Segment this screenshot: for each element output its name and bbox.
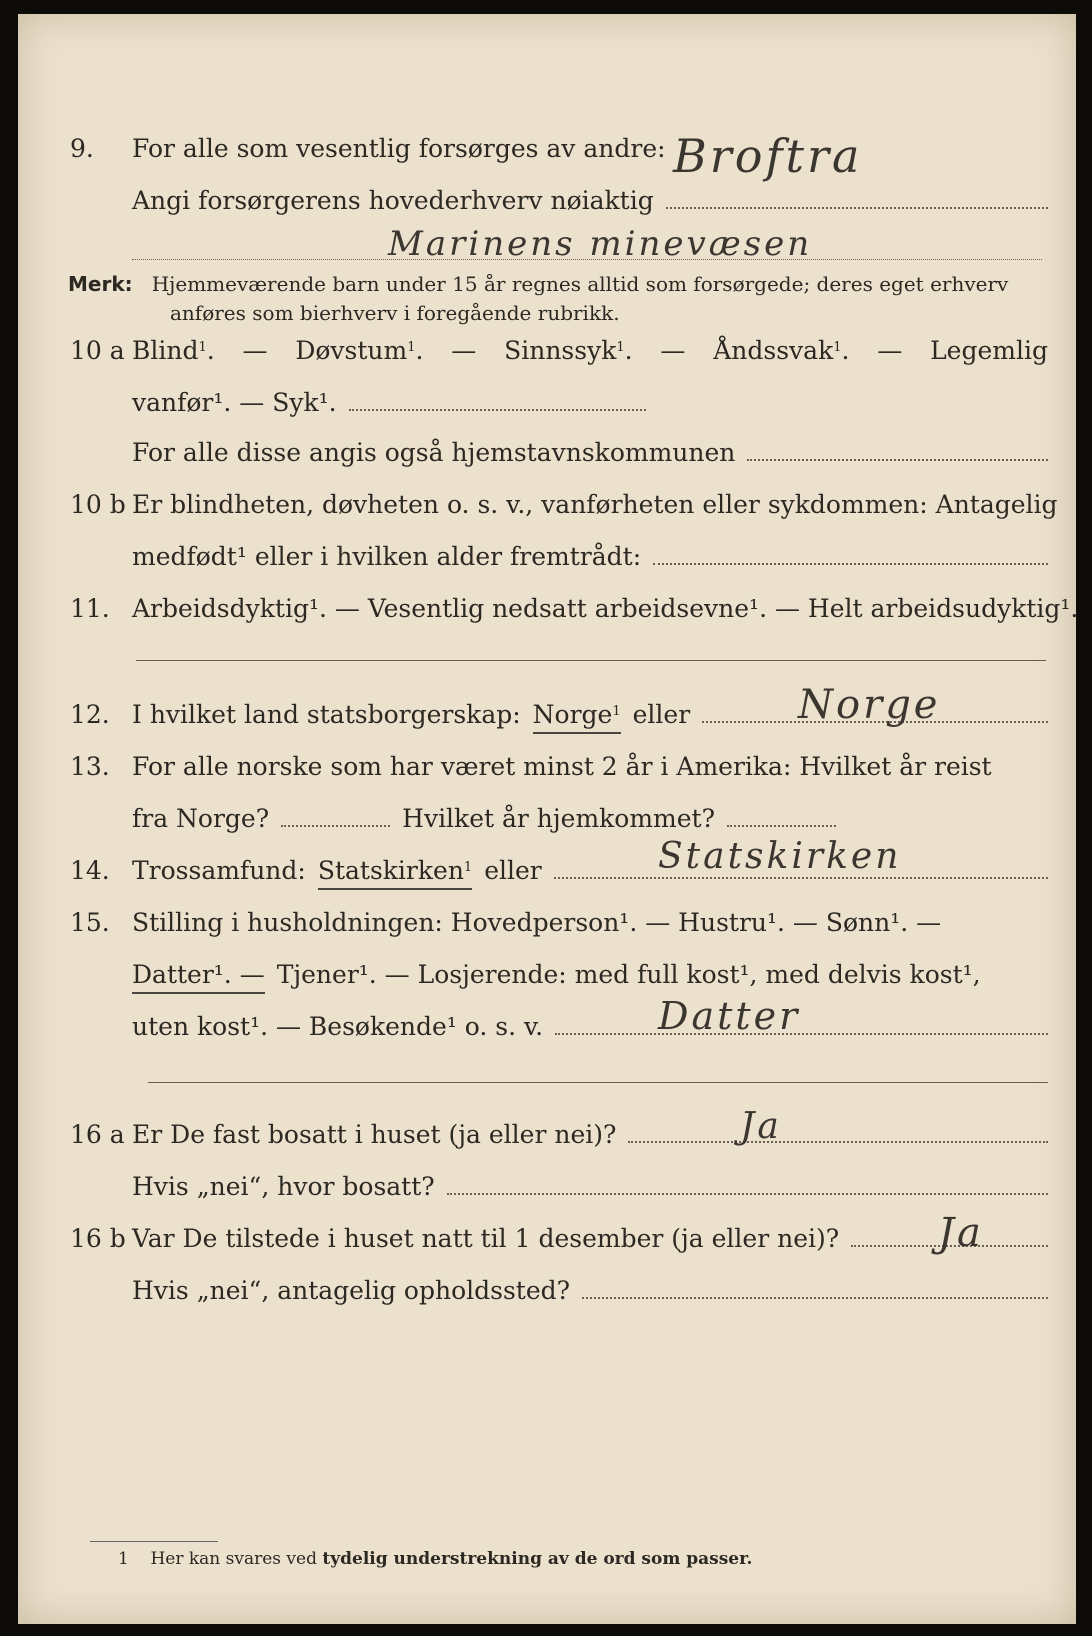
question-text: Stilling i husholdningen: Hovedperson¹. — Hustru¹. — Sønn¹. — [132, 908, 942, 937]
question-text: Var De tilstede i huset natt til 1 desember (ja eller nei)? [132, 1224, 840, 1253]
answer-dotted-line [653, 545, 1048, 565]
row-q10a-home [18, 436, 1076, 470]
row-q16a [18, 1118, 1076, 1152]
handwritten-answer-q14: Statskirken [658, 836, 902, 877]
row-q11 [18, 592, 1079, 626]
census-form-page [18, 14, 1079, 1624]
answer-dotted-line [727, 807, 836, 827]
question-number: 12. [70, 700, 110, 729]
question-text: medfødt¹ eller i hvilken alder fremtrådt: [132, 542, 642, 571]
handwritten-answer-q9-top: Broftra [673, 129, 863, 183]
question-text: Hvilket år hjemkommet? [402, 804, 716, 833]
answer-dotted-line [555, 1015, 1048, 1035]
note-line-2: anføres som bierhverv i foregående rubrikk. [170, 301, 620, 325]
row-q14 [18, 854, 1076, 888]
answer-dotted-line [747, 441, 1048, 461]
question-text: For alle norske som har været minst 2 år i Amerika: Hvilket år reist [132, 752, 992, 781]
option-andssvak: Åndssvak$^1$. [713, 336, 850, 365]
footnote [118, 1549, 752, 1569]
question-text: vanfør¹. — Syk¹. [132, 388, 337, 417]
question-text: Arbeidsdyktig¹. — Vesentlig nedsatt arbeidsevne¹. — Helt arbeidsudyktig¹. [132, 594, 1079, 623]
answer-dotted-line [628, 1123, 1048, 1143]
question-text: Er blindheten, døvheten o. s. v., vanførheten eller sykdommen: Antagelig [132, 490, 1058, 519]
row-q10b-cont [18, 540, 1076, 574]
question-number: 13. [70, 752, 110, 781]
row-q10b [18, 488, 1076, 522]
question-number: 16 b [70, 1224, 126, 1253]
answer-dotted-line [582, 1279, 1048, 1299]
question-text: I hvilket land statsborgerskap: [132, 700, 521, 729]
answer-dotted-line [349, 391, 646, 411]
option-dovstum: Døvstum$^1$. [295, 336, 424, 365]
underlined-option-statskirken: Statskirken$^1$ [318, 854, 472, 890]
row-q9 [18, 132, 1076, 166]
note-label: Merk: [68, 272, 133, 296]
question-text: For alle disse angis også hjemstavnskommunen [132, 438, 736, 467]
row-q10a-cont [18, 386, 1076, 420]
question-text: Hvis „nei“, antagelig opholdssted? [132, 1276, 571, 1305]
row-q16b [18, 1222, 1076, 1256]
handwritten-answer-q9-line: Marinens minevæsen [388, 224, 813, 264]
question-number: 14. [70, 856, 110, 885]
question-number: 10 b [70, 490, 126, 519]
handwritten-answer-q16a: Ja [740, 1106, 782, 1147]
question-text: Tjener¹. — Losjerende: med full kost¹, med delvis kost¹, [276, 960, 981, 989]
footnote-mark: 1 [118, 1549, 129, 1569]
note-line-1: Hjemmeværende barn under 15 år regnes alltid som forsørgede; deres eget erhverv [151, 272, 1009, 296]
handwritten-answer-q16b: Ja [938, 1210, 984, 1256]
handwritten-answer-q12: Norge [798, 682, 941, 728]
question-text: Angi forsørgerens hovederhverv nøiaktig [132, 186, 654, 215]
question-number: 11. [70, 594, 110, 623]
answer-dotted-line [132, 259, 1042, 260]
answer-dotted-line [281, 807, 390, 827]
row-q10a: 10 a Blind$^1$. — Døvstum$^1$. — Sinnssyk$^1$. — Åndssvak$^1$. — Legemlig [18, 334, 1076, 368]
row-q16b-cont [18, 1274, 1076, 1308]
question-text: uten kost¹. — Besøkende¹ o. s. v. [132, 1012, 544, 1041]
row-q9-provider [18, 184, 1076, 218]
question-number: 15. [70, 908, 110, 937]
question-number: 16 a [70, 1120, 125, 1149]
question-text: fra Norge? [132, 804, 270, 833]
underlined-option-norge: Norge$^1$ [533, 698, 621, 734]
answer-line [148, 1082, 1048, 1083]
row-q15 [18, 906, 1076, 940]
row-q13 [18, 750, 1076, 784]
row-q16a-cont [18, 1170, 1076, 1204]
footnote-text-bold: tydelig understrekning av de ord som passer. [322, 1549, 753, 1569]
question-text: Er De fast bosatt i huset (ja eller nei)? [132, 1120, 617, 1149]
row-q13-cont [18, 802, 1076, 836]
question-number: 10 a [70, 336, 125, 365]
handwritten-answer-q15: Datter [658, 994, 801, 1038]
question-text: For alle som vesentlig forsørges av andre: [132, 134, 666, 163]
question-text-eller: eller [484, 856, 542, 885]
question-text-eller: eller [632, 700, 691, 729]
answer-line [136, 660, 1046, 661]
answer-dotted-line [666, 189, 1048, 209]
underlined-option-datter: Datter¹. — [132, 958, 265, 994]
option-blind: Blind$^1$. [132, 336, 215, 365]
note-block [68, 270, 1058, 328]
question-number: 9. [70, 134, 94, 163]
option-legemlig: Legemlig [930, 336, 1048, 365]
question-text: Hvis „nei“, hvor bosatt? [132, 1172, 435, 1201]
row-q15-cont [18, 958, 1076, 992]
answer-dotted-line [447, 1175, 1048, 1195]
option-sinnssyk: Sinnssyk$^1$. [504, 336, 633, 365]
question-text: Trossamfund: [132, 856, 306, 885]
row-q15-cont2 [18, 1010, 1076, 1044]
footnote-text: Her kan svares ved [150, 1549, 317, 1569]
footnote-rule [90, 1541, 218, 1542]
